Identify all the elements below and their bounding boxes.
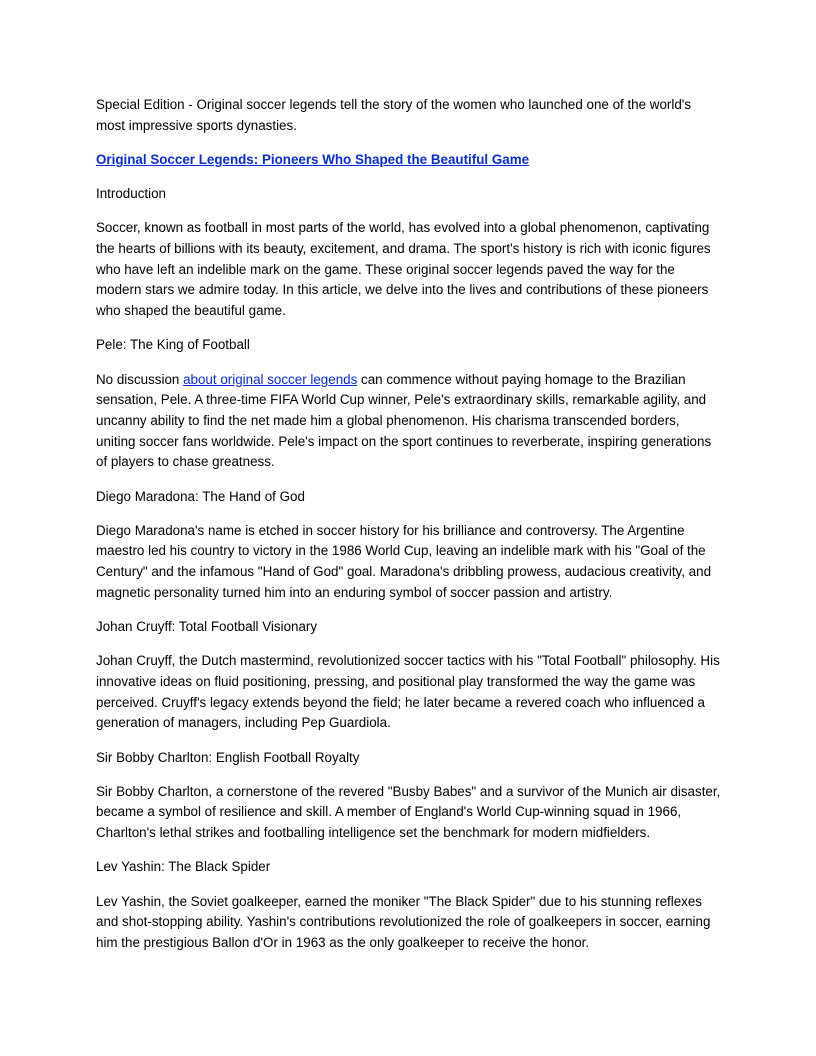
document-page [96,95,722,967]
title-link[interactable]: Original Soccer Legends: Pioneers Who Shaped the Beautiful Game [96,151,530,167]
pele-body-suffix: can commence without paying homage to the Brazilian sensation, Pele. A three-time FIFA World Cup winner, Pele's extraordinary skills, remarkable agility, and uncanny ability to find the net made him a global phenomenon. His charisma transcended borders, uniting soccer fans worldwide. Pele's impact on the sport continues to reverberate, inspiring generations of players to chase greatness. [96,371,712,470]
cruyff-heading: Johan Cruyff: Total Football Visionary [96,619,318,635]
maradona-body: Diego Maradona's name is etched in soccer history for his brilliance and controversy. The Argentine maestro led his country to victory in the 1986 World Cup, leaving an indelible mark with his "Goal of the Century" and the infamous "Hand of God" goal. Maradona's dribbling prowess, audacious creativity, and magnetic personality turned him into an enduring symbol of soccer passion and artistry. [96,522,712,600]
pele-body-prefix: No discussion [96,371,184,387]
pele-body [96,370,722,474]
cruyff-body: Johan Cruyff, the Dutch mastermind, revolutionized soccer tactics with his "Total Football" philosophy. His innovative ideas on fluid positioning, pressing, and positional play transformed the way the game was perceived. Cruyff's legacy extends beyond the field; he later became a revered coach who influenced a generation of managers, including Pep Guardiola. [96,653,720,731]
introduction-heading: Introduction [96,186,166,202]
pele-heading: Pele: The King of Football [96,337,250,353]
maradona-heading: Diego Maradona: The Hand of God [96,488,305,504]
yashin-heading: Lev Yashin: The Black Spider [96,859,271,875]
title-paragraph [96,150,722,171]
charlton-body: Sir Bobby Charlton, a cornerstone of the revered "Busby Babes" and a survivor of the Munich air disaster, became a symbol of resilience and skill. A member of England's World Cup-winning squad in 1966, Charlton's lethal strikes and footballing intelligence set the benchmark for modern midfielders. [96,783,721,841]
soccer-legends-link[interactable]: about original soccer legends [183,371,358,387]
introduction-body: Soccer, known as football in most parts of the world, has evolved into a global phenomenon, captivating the hearts of billions with its beauty, excitement, and drama. The sport's history is rich with iconic figures who have left an indelible mark on the game. These original soccer legends paved the way for the modern stars we admire today. In this article, we delve into the lives and contributions of these pioneers who shaped the beautiful game. [96,220,711,319]
charlton-heading: Sir Bobby Charlton: English Football Royalty [96,749,360,765]
intro-line: Special Edition - Original soccer legends tell the story of the women who launched one of the world's most impressive sports dynasties. [96,97,692,133]
yashin-body: Lev Yashin, the Soviet goalkeeper, earned the moniker "The Black Spider" due to his stunning reflexes and shot-stopping ability. Yashin's contributions revolutionized the role of goalkeepers in soccer, earning him the prestigious Ballon d'Or in 1963 as the only goalkeeper to receive the honor. [96,893,711,950]
